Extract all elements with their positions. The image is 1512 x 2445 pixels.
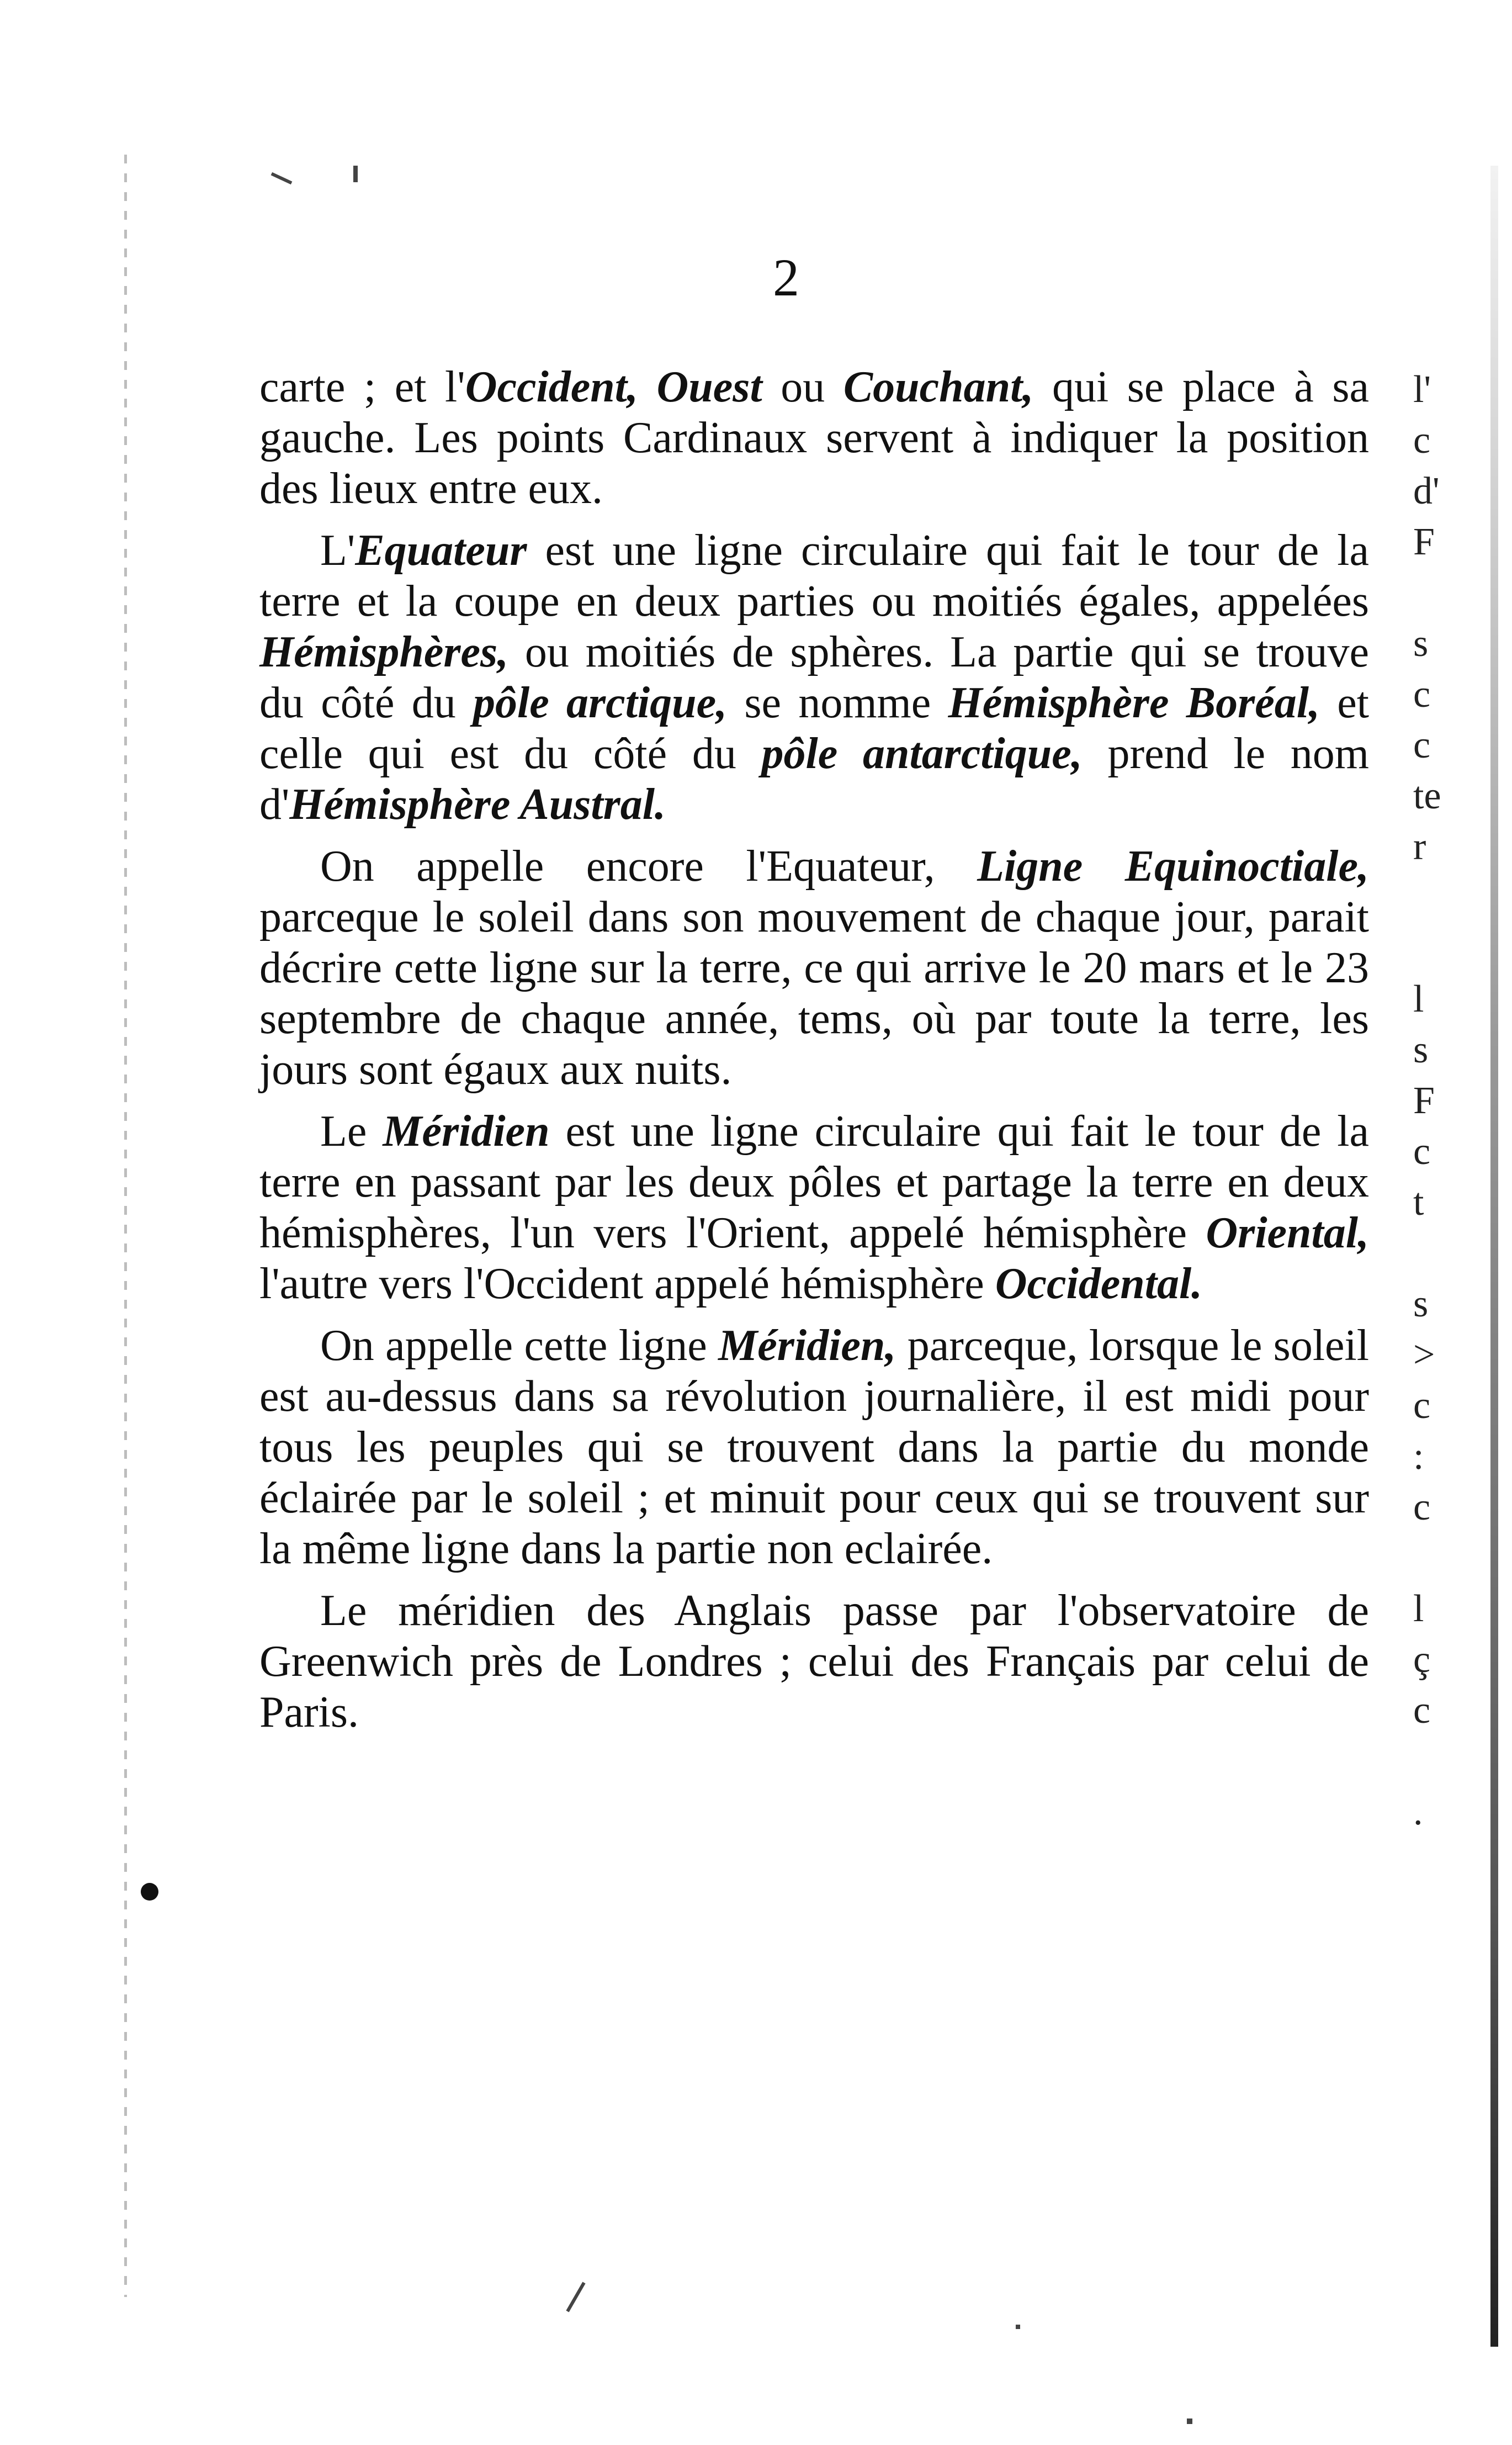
text-run xyxy=(638,363,657,411)
margin-bullet-mark xyxy=(141,1883,158,1901)
emphasized-term: Hémisphères, xyxy=(259,628,509,676)
text-run: et celle qui est du côté du xyxy=(259,679,1369,778)
emphasized-term: Méridien xyxy=(383,1107,550,1156)
emphasized-term: Ouest xyxy=(656,363,762,411)
gutter-letter: l xyxy=(1413,978,1424,1020)
text-run: carte ; et l' xyxy=(259,363,465,411)
gutter-letter: c xyxy=(1413,673,1431,716)
page-number: 2 xyxy=(773,248,799,307)
text-run: Le méridien des Anglais passe par l'observatoire de Greenwich près de Londres ; celui des Français par celui de Paris. xyxy=(259,1586,1369,1737)
gutter-letter: : xyxy=(1413,1435,1424,1478)
gutter-letter: ç xyxy=(1413,1638,1431,1681)
facing-page-gutter-letters xyxy=(1413,364,1468,1838)
emphasized-term: Oriental, xyxy=(1206,1209,1369,1257)
gutter-letter: c xyxy=(1413,1384,1431,1427)
text-run: est une ligne circulaire qui fait le tour de la terre et la coupe en deux parties ou moitiés égales, appelées xyxy=(259,526,1369,626)
emphasized-term: pôle arctique, xyxy=(473,679,728,727)
text-run: l'autre vers l'Occident appelé hémisphère xyxy=(259,1259,995,1308)
emphasized-term: pôle antarctique, xyxy=(761,729,1083,778)
paragraph xyxy=(259,1585,1369,1738)
gutter-letter xyxy=(1413,568,1468,618)
gutter-letter: c xyxy=(1413,1486,1431,1528)
speck xyxy=(271,172,293,184)
text-run: se nomme xyxy=(727,679,948,727)
text-run: ou xyxy=(762,363,843,411)
gutter-letter: c xyxy=(1413,1130,1431,1173)
gutter-letter: c xyxy=(1413,1689,1431,1732)
gutter-letter: d' xyxy=(1413,470,1440,512)
gutter-letter xyxy=(1413,923,1468,974)
text-run: On appelle encore l'Equateur, xyxy=(320,842,978,891)
gutter-letter: F xyxy=(1413,1079,1435,1122)
paragraph xyxy=(259,525,1369,830)
text-run: parceque le soleil dans son mouvement de chaque jour, parait décrire cette ligne sur la terre, ce qui arrive le 20 mars et le 23 septembre de chaque année, tems, où par toute la terre, les jours sont égaux aux nuits. xyxy=(259,893,1369,1094)
gutter-letter: s xyxy=(1413,1283,1429,1325)
paragraph xyxy=(259,1106,1369,1309)
emphasized-term: Ligne Equinoctiale, xyxy=(977,842,1370,891)
gutter-letter: c xyxy=(1413,419,1431,462)
text-run: Le xyxy=(320,1107,383,1156)
gutter-letter: l' xyxy=(1413,368,1431,411)
text-run: qui se place à sa gauche. Les points Cardinaux servent à indiquer la position des lieux entre eux. xyxy=(259,363,1370,513)
text-run: ou moitiés de sphères. La partie qui se trouve du côté du xyxy=(259,628,1369,727)
gutter-letter: c xyxy=(1413,724,1431,766)
speck xyxy=(1016,2325,1020,2329)
gutter-letter xyxy=(1413,1533,1468,1584)
right-page-edge xyxy=(1490,166,1498,2347)
gutter-letter: t xyxy=(1413,1181,1424,1224)
gutter-letter: . xyxy=(1413,1791,1423,1833)
text-run: parceque, lorsque le soleil est au-dessus dans sa révolution journalière, il est midi pour tous les peuples qui se trouvent dans la partie du monde éclairée par le soleil ; et minuit pour ceux qui se trouvent sur la même ligne dans la partie non eclairée. xyxy=(259,1321,1369,1573)
main-text xyxy=(259,362,1369,1749)
gutter-letter: > xyxy=(1413,1333,1435,1376)
gutter-letter: r xyxy=(1413,825,1426,868)
gutter-letter: l xyxy=(1413,1587,1424,1630)
speck xyxy=(1187,2418,1192,2424)
emphasized-term: Occidental. xyxy=(995,1259,1203,1308)
gutter-letter xyxy=(1413,872,1468,923)
emphasized-term: Hémisphère Boréal, xyxy=(948,679,1320,727)
paragraph xyxy=(259,841,1369,1095)
text-run: L' xyxy=(320,526,356,575)
gutter-letter xyxy=(1413,1228,1468,1279)
emphasized-term: Equateur xyxy=(355,526,527,575)
emphasized-term: Occident, xyxy=(465,363,638,411)
paragraph xyxy=(259,1320,1369,1574)
speck xyxy=(353,166,358,182)
gutter-letter: s xyxy=(1413,1029,1429,1071)
gutter-letter: s xyxy=(1413,622,1429,665)
emphasized-term: Méridien, xyxy=(718,1321,896,1370)
text-run: est une ligne circulaire qui fait le tour de la terre en passant par les deux pôles et partage la terre en deux hémisphères, l'un vers l'Orient, appelé hémisphère xyxy=(259,1107,1370,1257)
gutter-letter: F xyxy=(1413,521,1435,563)
gutter-letter: te xyxy=(1413,775,1441,817)
left-page-edge xyxy=(124,155,127,2297)
emphasized-term: Hémisphère Austral. xyxy=(289,780,666,829)
emphasized-term: Couchant, xyxy=(843,363,1034,411)
speck xyxy=(566,2282,585,2312)
text-run: prend le nom d' xyxy=(259,729,1369,829)
text-run: On appelle cette ligne xyxy=(320,1321,719,1370)
gutter-letter xyxy=(1413,1736,1468,1787)
paragraph xyxy=(259,362,1369,514)
